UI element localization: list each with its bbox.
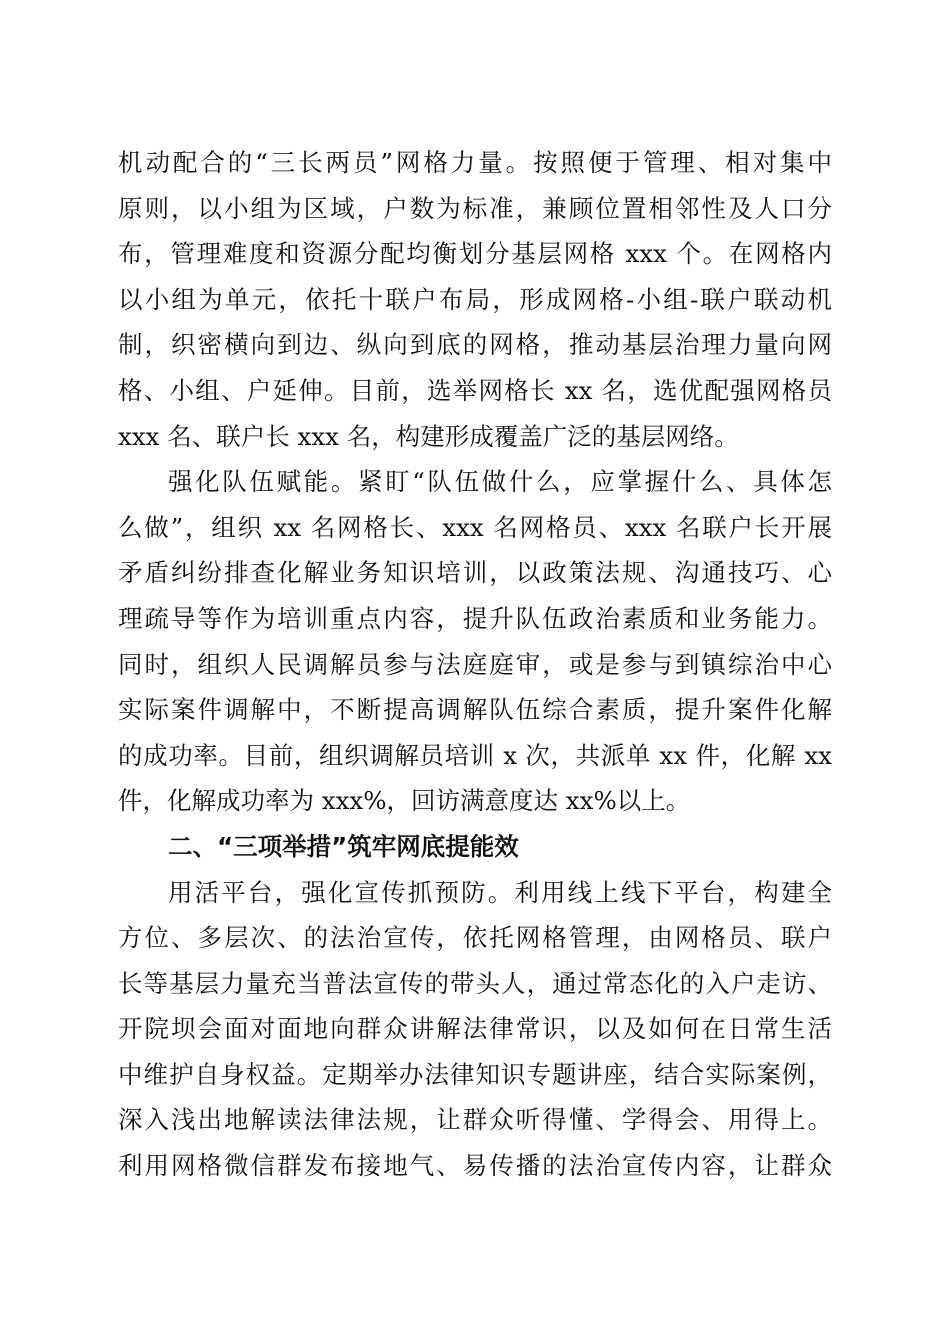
text-line: xxx 名、联户长 xxx 名，构建形成覆盖广泛的基层网络。 bbox=[118, 421, 739, 451]
text-line: 原则，以小组为区域，户数为标准，兼顾位置相邻性及人口分 bbox=[118, 193, 832, 223]
text-line: 开院坝会面对面地向群众讲解法律常识，以及如何在日常生活 bbox=[118, 1014, 832, 1044]
text-line: 利用网格微信群发布接地气、易传播的法治宣传内容，让群众 bbox=[118, 1151, 832, 1181]
text-line: 方位、多层次、的法治宣传，依托网格管理，由网格员、联户 bbox=[118, 923, 832, 953]
text-line: 实际案件调解中，不断提高调解队伍综合素质，提升案件化解 bbox=[118, 695, 832, 725]
text-line: 以小组为单元，依托十联户布局，形成网格-小组-联户联动机 bbox=[118, 284, 832, 314]
text-line: 中维护自身权益。定期举办法律知识专题讲座，结合实际案例， bbox=[118, 1059, 832, 1089]
text-line: 件，化解成功率为 xxx%，回访满意度达 xx%以上。 bbox=[118, 786, 691, 816]
text-line: 机动配合的“三长两员”网格力量。按照便于管理、相对集中 bbox=[118, 148, 832, 177]
text-line: 么做”，组织 xx 名网格长、xxx 名网格员、xxx 名联户长开展 bbox=[118, 512, 832, 542]
paragraph-team-empowerment bbox=[118, 459, 832, 824]
document-body bbox=[118, 140, 832, 1189]
section-heading: 二、“三项举措”筑牢网底提能效 bbox=[168, 831, 519, 861]
text-line: 格、小组、户延伸。目前，选举网格长 xx 名，选优配强网格员 bbox=[118, 375, 832, 405]
text-line: 布，管理难度和资源分配均衡划分基层网格 xxx 个。在网格内 bbox=[118, 239, 832, 269]
text-line: 的成功率。目前，组织调解员培训 x 次，共派单 xx 件，化解 xx bbox=[118, 740, 832, 770]
paragraph-platform-publicity bbox=[118, 870, 832, 1189]
text-line: 长等基层力量充当普法宣传的带头人，通过常态化的入户走访、 bbox=[118, 968, 832, 998]
text-line: 同时，组织人民调解员参与法庭庭审，或是参与到镇综治中心 bbox=[118, 649, 832, 679]
text-line: 矛盾纠纷排查化解业务知识培训，以政策法规、沟通技巧、心 bbox=[118, 558, 832, 588]
text-line: 用活平台，强化宣传抓预防。利用线上线下平台，构建全 bbox=[168, 877, 832, 907]
paragraph-grid-force bbox=[118, 140, 832, 459]
text-line: 深入浅出地解读法律法规，让群众听得懂、学得会、用得上。 bbox=[118, 1105, 832, 1135]
text-line: 理疏导等作为培训重点内容，提升队伍政治素质和业务能力。 bbox=[118, 603, 832, 633]
text-line: 强化队伍赋能。紧盯“队伍做什么，应掌握什么、具体怎 bbox=[168, 467, 832, 497]
text-line: 制，织密横向到边、纵向到底的网格，推动基层治理力量向网 bbox=[118, 330, 832, 360]
